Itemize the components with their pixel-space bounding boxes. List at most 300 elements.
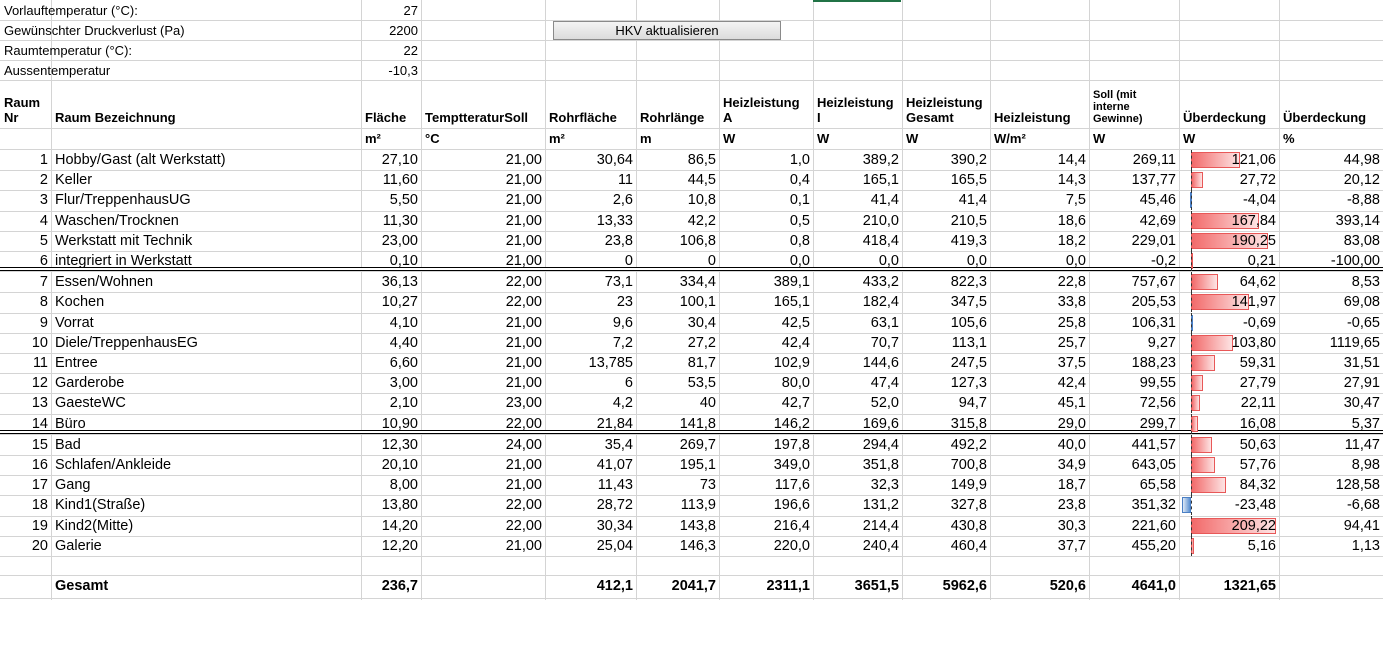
param-label[interactable]: Raumtemperatur (°C): bbox=[4, 43, 133, 58]
table-cell[interactable]: 21,00 bbox=[505, 314, 542, 331]
table-cell[interactable]: 0,0 bbox=[789, 253, 810, 269]
table-row[interactable] bbox=[0, 150, 1383, 170]
table-cell[interactable]: 25,8 bbox=[1057, 314, 1086, 331]
table-cell[interactable]: 0,0 bbox=[878, 253, 899, 269]
table-cell[interactable]: 389,1 bbox=[773, 274, 810, 291]
param-value[interactable]: 27 bbox=[403, 3, 418, 18]
column-unit[interactable] bbox=[51, 129, 361, 149]
table-cell[interactable]: 146,2 bbox=[773, 415, 810, 432]
table-cell[interactable]: 0 bbox=[624, 253, 633, 269]
table-cell[interactable]: 127,3 bbox=[950, 375, 987, 392]
table-cell[interactable]: 169,6 bbox=[862, 415, 899, 432]
table-cell[interactable]: 131,2 bbox=[862, 497, 899, 514]
table-cell[interactable]: 11,43 bbox=[597, 477, 633, 494]
table-cell[interactable]: 13,785 bbox=[588, 355, 633, 371]
table-cell[interactable]: 32,3 bbox=[870, 477, 899, 494]
table-row[interactable] bbox=[0, 475, 1383, 495]
total-value[interactable]: 1321,65 bbox=[1223, 578, 1276, 594]
table-cell[interactable]: 86,5 bbox=[687, 152, 716, 168]
table-cell[interactable]: 4,2 bbox=[612, 395, 633, 412]
table-cell[interactable]: 13,80 bbox=[381, 497, 418, 514]
table-cell[interactable]: 21,00 bbox=[505, 375, 542, 392]
column-header[interactable] bbox=[636, 81, 719, 127]
table-cell[interactable]: 12,20 bbox=[381, 537, 418, 554]
table-cell[interactable]: 21,84 bbox=[596, 415, 633, 432]
table-cell[interactable]: 21,00 bbox=[505, 355, 542, 371]
column-unit[interactable]: m² bbox=[549, 131, 565, 146]
table-cell[interactable]: 334,4 bbox=[679, 274, 716, 291]
table-row[interactable] bbox=[0, 272, 1383, 292]
table-cell[interactable]: 643,05 bbox=[1131, 457, 1176, 473]
table-cell[interactable]: 9,27 bbox=[1147, 334, 1176, 351]
table-cell[interactable]: Werkstatt mit Technik bbox=[55, 232, 193, 249]
table-cell[interactable]: Flur/TreppenhausUG bbox=[55, 192, 191, 209]
table-cell[interactable]: 10,90 bbox=[381, 415, 418, 432]
table-cell[interactable]: 21,00 bbox=[505, 477, 542, 494]
table-cell[interactable]: 757,67 bbox=[1131, 274, 1176, 291]
table-cell[interactable]: 327,8 bbox=[950, 497, 987, 514]
table-cell[interactable]: 20 bbox=[31, 537, 48, 554]
table-cell[interactable] bbox=[1179, 414, 1279, 434]
table-cell[interactable]: 137,77 bbox=[1131, 172, 1176, 189]
table-cell[interactable]: 25,7 bbox=[1057, 334, 1086, 351]
column-unit[interactable]: °C bbox=[425, 131, 440, 146]
table-cell[interactable]: 4 bbox=[39, 212, 48, 229]
param-value[interactable]: -10,3 bbox=[388, 63, 418, 78]
table-cell[interactable]: 299,7 bbox=[1139, 415, 1176, 432]
table-cell[interactable] bbox=[1179, 313, 1279, 333]
table-cell[interactable]: 31,51 bbox=[1343, 355, 1380, 371]
table-cell[interactable]: 23,8 bbox=[1057, 497, 1086, 514]
table-cell[interactable]: 21,00 bbox=[505, 192, 542, 209]
table-cell[interactable]: 347,5 bbox=[950, 294, 987, 311]
table-cell[interactable]: 182,4 bbox=[862, 294, 899, 311]
table-row[interactable] bbox=[0, 455, 1383, 475]
table-cell[interactable]: 430,8 bbox=[950, 517, 987, 534]
table-cell[interactable]: integriert in Werkstatt bbox=[55, 253, 192, 269]
table-cell[interactable]: 0,0 bbox=[1065, 253, 1086, 269]
table-cell[interactable]: 45,46 bbox=[1139, 192, 1176, 209]
table-cell[interactable]: 19 bbox=[31, 517, 48, 534]
table-cell[interactable]: 2 bbox=[39, 172, 48, 189]
table-row[interactable] bbox=[0, 231, 1383, 251]
table-row[interactable] bbox=[0, 190, 1383, 210]
table-cell[interactable]: 141,8 bbox=[679, 415, 716, 432]
table-row[interactable] bbox=[0, 536, 1383, 556]
table-cell[interactable]: 30,34 bbox=[596, 517, 633, 534]
table-cell[interactable]: 195,1 bbox=[679, 457, 716, 473]
table-cell[interactable]: 7,5 bbox=[1065, 192, 1086, 209]
table-cell[interactable]: 14 bbox=[31, 415, 48, 432]
table-cell[interactable]: 390,2 bbox=[950, 152, 987, 168]
table-cell[interactable]: 4,10 bbox=[389, 314, 418, 331]
table-cell[interactable]: 10,27 bbox=[381, 294, 418, 311]
table-cell[interactable] bbox=[1179, 435, 1279, 455]
table-cell[interactable]: -0,2 bbox=[1151, 253, 1176, 269]
table-cell[interactable]: 30,4 bbox=[687, 314, 716, 331]
total-label[interactable]: Gesamt bbox=[55, 578, 109, 594]
table-cell[interactable]: Kind2(Mitte) bbox=[55, 517, 134, 534]
table-cell[interactable]: 44,5 bbox=[687, 172, 716, 189]
table-cell[interactable]: 117,6 bbox=[774, 477, 810, 494]
table-cell[interactable]: 389,2 bbox=[862, 152, 899, 168]
table-cell[interactable]: -8,88 bbox=[1346, 192, 1380, 209]
table-cell[interactable]: 52,0 bbox=[870, 395, 899, 412]
table-cell[interactable]: 214,4 bbox=[862, 517, 899, 534]
table-cell[interactable]: Büro bbox=[55, 415, 86, 432]
table-cell[interactable]: 1 bbox=[39, 152, 48, 168]
table-cell[interactable]: 220,0 bbox=[773, 537, 810, 554]
table-cell[interactable]: 81,7 bbox=[687, 355, 716, 371]
column-unit[interactable]: m bbox=[640, 131, 652, 146]
table-cell[interactable]: 63,1 bbox=[870, 314, 899, 331]
table-cell[interactable]: 37,7 bbox=[1057, 537, 1086, 554]
column-header[interactable] bbox=[1179, 81, 1279, 127]
table-cell[interactable]: 21,00 bbox=[505, 334, 542, 351]
table-cell[interactable]: 42,4 bbox=[1057, 375, 1086, 392]
table-cell[interactable]: 94,7 bbox=[958, 395, 987, 412]
table-cell[interactable] bbox=[1179, 373, 1279, 393]
table-cell[interactable]: 11,30 bbox=[382, 212, 418, 229]
column-unit[interactable] bbox=[0, 129, 51, 149]
column-header[interactable] bbox=[421, 81, 545, 127]
table-cell[interactable]: Entree bbox=[55, 355, 98, 371]
table-cell[interactable]: 9 bbox=[39, 314, 48, 331]
table-cell[interactable]: GaesteWC bbox=[55, 395, 126, 412]
table-row[interactable] bbox=[0, 373, 1383, 393]
table-cell[interactable]: 14,20 bbox=[381, 517, 418, 534]
table-cell[interactable]: 351,32 bbox=[1131, 497, 1176, 514]
table-cell[interactable]: 80,0 bbox=[781, 375, 810, 392]
table-cell[interactable]: 0,8 bbox=[789, 232, 810, 249]
table-cell[interactable]: 11,60 bbox=[382, 172, 418, 189]
table-row[interactable] bbox=[0, 333, 1383, 353]
table-cell[interactable]: 65,58 bbox=[1139, 477, 1176, 494]
table-cell[interactable] bbox=[1179, 170, 1279, 190]
table-cell[interactable]: 165,5 bbox=[950, 172, 987, 189]
table-row[interactable] bbox=[0, 435, 1383, 455]
table-cell[interactable]: 1,0 bbox=[789, 152, 810, 168]
table-cell[interactable]: 102,9 bbox=[773, 355, 810, 371]
table-cell[interactable]: 21,00 bbox=[505, 232, 542, 249]
table-cell[interactable]: 433,2 bbox=[862, 274, 899, 291]
table-cell[interactable]: 13 bbox=[31, 395, 48, 412]
table-cell[interactable]: 196,6 bbox=[773, 497, 810, 514]
table-cell[interactable]: 700,8 bbox=[950, 457, 987, 473]
table-cell[interactable]: 7 bbox=[39, 274, 48, 291]
table-cell[interactable]: 21,00 bbox=[505, 537, 542, 554]
table-cell[interactable]: 247,5 bbox=[950, 355, 987, 371]
table-cell[interactable]: 0,0 bbox=[966, 253, 987, 269]
table-cell[interactable]: 21,00 bbox=[505, 253, 542, 269]
column-header[interactable] bbox=[545, 81, 636, 127]
table-cell[interactable]: 30,64 bbox=[596, 152, 633, 168]
table-cell[interactable]: 70,7 bbox=[870, 334, 899, 351]
table-cell[interactable]: 8,00 bbox=[389, 477, 418, 494]
table-cell[interactable] bbox=[1179, 251, 1279, 271]
table-cell[interactable]: 269,7 bbox=[679, 436, 716, 453]
table-cell[interactable]: 8,53 bbox=[1351, 274, 1380, 291]
table-cell[interactable]: 315,8 bbox=[950, 415, 987, 432]
table-cell[interactable]: 492,2 bbox=[950, 436, 987, 453]
table-cell[interactable]: 42,7 bbox=[781, 395, 810, 412]
table-cell[interactable]: 17 bbox=[31, 477, 48, 494]
table-cell[interactable]: 16 bbox=[31, 457, 48, 473]
table-cell[interactable]: 22,00 bbox=[505, 517, 542, 534]
column-header[interactable] bbox=[0, 81, 51, 127]
table-row[interactable] bbox=[0, 170, 1383, 190]
table-cell[interactable]: Bad bbox=[55, 436, 81, 453]
table-cell[interactable]: 23,00 bbox=[505, 395, 542, 412]
table-cell[interactable]: 3,00 bbox=[389, 375, 418, 392]
table-cell[interactable]: Galerie bbox=[55, 537, 102, 554]
table-cell[interactable]: 13,33 bbox=[596, 212, 633, 229]
table-cell[interactable]: 34,9 bbox=[1057, 457, 1086, 473]
table-cell[interactable]: 10,8 bbox=[687, 192, 716, 209]
table-cell[interactable]: 35,4 bbox=[604, 436, 633, 453]
table-cell[interactable]: 11 bbox=[617, 172, 633, 189]
total-value[interactable]: 2041,7 bbox=[671, 578, 716, 594]
table-cell[interactable]: Garderobe bbox=[55, 375, 125, 392]
table-cell[interactable]: Kochen bbox=[55, 294, 105, 311]
table-cell[interactable]: Vorrat bbox=[55, 314, 94, 331]
table-cell[interactable]: 144,6 bbox=[862, 355, 899, 371]
table-cell[interactable]: 41,4 bbox=[958, 192, 987, 209]
table-cell[interactable]: 143,8 bbox=[679, 517, 716, 534]
table-cell[interactable]: 30,3 bbox=[1057, 517, 1086, 534]
column-header[interactable] bbox=[361, 81, 421, 127]
table-cell[interactable]: 73,1 bbox=[604, 274, 633, 291]
table-cell[interactable]: 1,13 bbox=[1351, 537, 1380, 554]
column-unit[interactable]: W bbox=[906, 131, 919, 146]
table-cell[interactable]: 269,11 bbox=[1132, 152, 1176, 168]
table-cell[interactable]: Hobby/Gast (alt Werkstatt) bbox=[55, 152, 226, 168]
table-cell[interactable]: 419,3 bbox=[950, 232, 987, 249]
table-cell[interactable]: 5,50 bbox=[389, 192, 418, 209]
table-cell[interactable]: 42,69 bbox=[1139, 212, 1176, 229]
table-cell[interactable]: 20,12 bbox=[1343, 172, 1380, 189]
table-cell[interactable]: 0,5 bbox=[789, 212, 810, 229]
param-label[interactable]: Vorlauftemperatur (°C): bbox=[4, 3, 138, 18]
param-value[interactable]: 22 bbox=[403, 43, 418, 58]
table-cell[interactable]: 15 bbox=[31, 436, 48, 453]
column-unit[interactable]: W bbox=[817, 131, 830, 146]
table-cell[interactable]: 29,0 bbox=[1057, 415, 1086, 432]
table-cell[interactable]: 205,53 bbox=[1131, 294, 1176, 311]
table-cell[interactable] bbox=[1179, 495, 1279, 515]
table-cell[interactable]: 27,10 bbox=[381, 152, 418, 168]
total-value[interactable] bbox=[421, 576, 545, 596]
table-cell[interactable]: 41,4 bbox=[870, 192, 899, 209]
hkv-update-button[interactable]: HKV aktualisieren bbox=[553, 21, 781, 40]
table-cell[interactable]: 165,1 bbox=[862, 172, 899, 189]
table-cell[interactable]: 42,2 bbox=[687, 212, 716, 229]
param-label[interactable]: Aussentemperatur bbox=[4, 63, 111, 78]
table-cell[interactable]: 106,31 bbox=[1131, 314, 1176, 331]
table-cell[interactable] bbox=[1179, 516, 1279, 536]
column-header[interactable] bbox=[1089, 81, 1179, 127]
table-cell[interactable]: 0,10 bbox=[389, 253, 418, 269]
table-cell[interactable]: 113,9 bbox=[680, 497, 716, 514]
table-cell[interactable] bbox=[1179, 211, 1279, 231]
table-cell[interactable]: -6,68 bbox=[1346, 497, 1380, 514]
table-cell[interactable]: 197,8 bbox=[773, 436, 810, 453]
table-cell[interactable]: 113,1 bbox=[951, 334, 987, 351]
table-cell[interactable]: 18,7 bbox=[1057, 477, 1086, 494]
table-cell[interactable]: 5 bbox=[39, 232, 48, 249]
table-cell[interactable]: 6,60 bbox=[389, 355, 418, 371]
table-cell[interactable]: 210,5 bbox=[950, 212, 987, 229]
table-cell[interactable]: 14,3 bbox=[1057, 172, 1086, 189]
table-cell[interactable]: 42,4 bbox=[781, 334, 810, 351]
table-cell[interactable]: 441,57 bbox=[1131, 436, 1176, 453]
table-cell[interactable] bbox=[1179, 455, 1279, 475]
table-cell[interactable]: 14,4 bbox=[1057, 152, 1086, 168]
table-cell[interactable]: 1119,65 bbox=[1329, 334, 1380, 351]
total-value[interactable] bbox=[1279, 576, 1383, 596]
table-cell[interactable]: 455,20 bbox=[1131, 537, 1176, 554]
table-row[interactable] bbox=[0, 211, 1383, 231]
table-cell[interactable]: 9,6 bbox=[612, 314, 633, 331]
table-cell[interactable] bbox=[1179, 353, 1279, 373]
table-cell[interactable]: 23,8 bbox=[604, 232, 633, 249]
table-cell[interactable]: 128,58 bbox=[1335, 477, 1380, 494]
table-cell[interactable]: 22,00 bbox=[505, 274, 542, 291]
column-unit[interactable]: m² bbox=[365, 131, 381, 146]
column-header[interactable] bbox=[990, 81, 1089, 127]
table-cell[interactable]: 73 bbox=[699, 477, 716, 494]
table-cell[interactable]: 188,23 bbox=[1131, 355, 1176, 371]
total-value[interactable]: 3651,5 bbox=[854, 578, 899, 594]
column-header[interactable] bbox=[719, 81, 813, 127]
table-cell[interactable]: 0 bbox=[707, 253, 716, 269]
table-cell[interactable]: Waschen/Trocknen bbox=[55, 212, 179, 229]
param-value[interactable]: 2200 bbox=[389, 23, 418, 38]
table-cell[interactable]: 11 bbox=[32, 355, 48, 371]
table-cell[interactable]: 349,0 bbox=[773, 457, 810, 473]
table-cell[interactable]: 33,8 bbox=[1057, 294, 1086, 311]
table-cell[interactable]: 106,8 bbox=[679, 232, 716, 249]
table-cell[interactable]: 216,4 bbox=[773, 517, 810, 534]
table-cell[interactable]: 72,56 bbox=[1139, 395, 1176, 412]
table-cell[interactable]: 460,4 bbox=[950, 537, 987, 554]
table-cell[interactable]: 28,72 bbox=[596, 497, 633, 514]
table-row[interactable] bbox=[0, 393, 1383, 413]
table-cell[interactable] bbox=[1179, 150, 1279, 170]
table-cell[interactable]: Essen/Wohnen bbox=[55, 274, 154, 291]
column-header[interactable] bbox=[813, 81, 902, 127]
table-cell[interactable] bbox=[1179, 475, 1279, 495]
column-unit[interactable]: W bbox=[1093, 131, 1106, 146]
table-cell[interactable]: 18,6 bbox=[1057, 212, 1086, 229]
table-cell[interactable] bbox=[1179, 231, 1279, 251]
total-value[interactable]: 5962,6 bbox=[942, 578, 987, 594]
column-unit[interactable]: W/m² bbox=[994, 131, 1026, 146]
table-row[interactable] bbox=[0, 414, 1383, 434]
table-cell[interactable]: 0,1 bbox=[789, 192, 810, 209]
column-unit[interactable]: W bbox=[1183, 131, 1196, 146]
table-row[interactable] bbox=[0, 292, 1383, 312]
table-cell[interactable]: Keller bbox=[55, 172, 93, 189]
column-header[interactable] bbox=[902, 81, 990, 127]
column-unit[interactable]: W bbox=[723, 131, 736, 146]
table-cell[interactable]: 40,0 bbox=[1057, 436, 1086, 453]
table-cell[interactable]: 20,10 bbox=[381, 457, 418, 473]
table-cell[interactable]: 100,1 bbox=[679, 294, 716, 311]
table-cell[interactable]: 22,00 bbox=[505, 294, 542, 311]
table-cell[interactable]: 23,00 bbox=[381, 232, 418, 249]
table-cell[interactable]: 2,6 bbox=[612, 192, 633, 209]
table-cell[interactable]: 165,1 bbox=[773, 294, 810, 311]
table-row[interactable] bbox=[0, 353, 1383, 373]
table-cell[interactable]: 10 bbox=[31, 334, 48, 351]
table-cell[interactable]: 18,2 bbox=[1057, 232, 1086, 249]
table-cell[interactable]: 240,4 bbox=[862, 537, 899, 554]
table-cell[interactable]: 22,00 bbox=[505, 415, 542, 432]
table-cell[interactable]: 42,5 bbox=[781, 314, 810, 331]
table-cell[interactable] bbox=[1179, 190, 1279, 210]
table-cell[interactable]: 25,04 bbox=[596, 537, 633, 554]
table-cell[interactable]: 47,4 bbox=[870, 375, 899, 392]
table-cell[interactable]: 36,13 bbox=[381, 274, 418, 291]
table-cell[interactable]: 21,00 bbox=[505, 152, 542, 168]
table-cell[interactable]: 40 bbox=[699, 395, 716, 412]
table-cell[interactable]: 393,14 bbox=[1335, 212, 1380, 229]
table-cell[interactable]: 7,2 bbox=[612, 334, 633, 351]
table-cell[interactable]: -100,00 bbox=[1330, 253, 1380, 269]
table-cell[interactable]: 27,2 bbox=[687, 334, 716, 351]
table-cell[interactable]: 210,0 bbox=[862, 212, 899, 229]
table-cell[interactable]: 41,07 bbox=[596, 457, 633, 473]
table-cell[interactable]: 8,98 bbox=[1351, 457, 1380, 473]
table-cell[interactable]: 11,47 bbox=[1344, 436, 1380, 453]
table-cell[interactable]: 146,3 bbox=[679, 537, 716, 554]
table-cell[interactable]: 0,4 bbox=[789, 172, 810, 189]
table-cell[interactable]: 822,3 bbox=[950, 274, 987, 291]
table-cell[interactable]: 22,00 bbox=[505, 497, 542, 514]
table-cell[interactable]: 44,98 bbox=[1343, 152, 1380, 168]
table-cell[interactable]: 18 bbox=[31, 497, 48, 514]
table-row[interactable] bbox=[0, 313, 1383, 333]
table-cell[interactable]: 5,37 bbox=[1351, 415, 1380, 432]
table-cell[interactable]: 229,01 bbox=[1131, 232, 1176, 249]
total-value[interactable]: 2311,1 bbox=[766, 578, 810, 594]
table-cell[interactable]: 149,9 bbox=[950, 477, 987, 494]
column-unit[interactable]: % bbox=[1283, 131, 1295, 146]
column-header[interactable] bbox=[1279, 81, 1383, 127]
table-cell[interactable]: -0,65 bbox=[1346, 314, 1380, 331]
table-cell[interactable]: Schlafen/Ankleide bbox=[55, 457, 172, 473]
table-cell[interactable]: 21,00 bbox=[505, 172, 542, 189]
table-cell[interactable] bbox=[1179, 292, 1279, 312]
table-cell[interactable]: 30,47 bbox=[1343, 395, 1380, 412]
table-cell[interactable]: 294,4 bbox=[862, 436, 899, 453]
total-value[interactable]: 412,1 bbox=[596, 578, 633, 594]
table-row[interactable] bbox=[0, 495, 1383, 515]
table-cell[interactable]: 105,6 bbox=[950, 314, 987, 331]
table-row[interactable] bbox=[0, 251, 1383, 271]
table-cell[interactable]: 12,30 bbox=[381, 436, 418, 453]
table-cell[interactable]: 6 bbox=[624, 375, 633, 392]
table-cell[interactable]: 99,55 bbox=[1139, 375, 1176, 392]
table-cell[interactable]: 21,00 bbox=[505, 212, 542, 229]
table-cell[interactable]: 418,4 bbox=[862, 232, 899, 249]
table-cell[interactable] bbox=[1179, 393, 1279, 413]
table-cell[interactable]: 23 bbox=[616, 294, 633, 311]
total-value[interactable]: 4641,0 bbox=[1131, 578, 1176, 594]
table-cell[interactable]: 27,91 bbox=[1343, 375, 1380, 392]
table-cell[interactable]: 4,40 bbox=[389, 334, 418, 351]
